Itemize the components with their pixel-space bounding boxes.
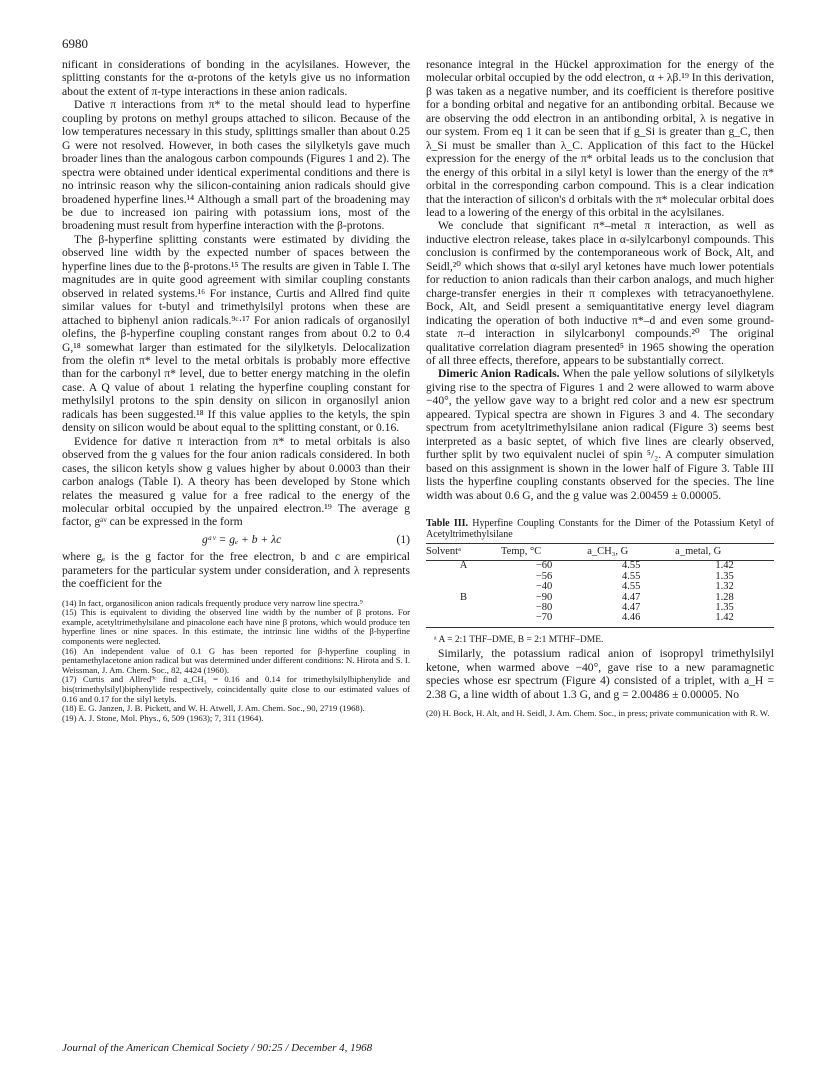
footnote: (20) H. Bock, H. Alt, and H. Seidl, J. Am. Chem. Soc., in press; private communication with R. W. — [426, 708, 770, 719]
right-column — [426, 58, 774, 719]
table-cell: B — [459, 591, 467, 603]
paragraph: Evidence for dative π interaction from π* to metal orbitals is also observed from the g values for the four anion radicals considered. In both cases, the silicon ketyls show g values higher by about 0.0003 than their carbon analogs (Table I). A theory has been developed by Stone which relates the measured g value for a free radical to the energy of the molecular orbital occupied by the unpaired electron.¹⁹ The average g factor, gᵃᵛ can be expressed in the form — [62, 434, 410, 529]
paragraph: Dative π interactions from π* to the metal should lead to hyperfine coupling by protons on methyl groups attached to silicon. Because of the low temperatures necessary in this study, splittings smaller than about 0.25 G were not resolved. However, in both cases the silylketyls gave much broader lines than the analogous carbon compounds (Figures 1 and 2). The spectra were obtained under identical experimental conditions and there is no intrinsic reason why the silicon-containing anion radicals should give broadened hyperfine lines.¹⁴ Although a small part of the broadening may be due to increased ion pairing with potassium ions, most of the broadening must result from hyperfine interaction with the β-protons. — [62, 98, 410, 233]
footnote: (17) Curtis and Allred⁹ᶜ find a_CH₃ = 0.16 and 0.14 for trimethylsilylbiphenylide and bis(trimethylsilyl)biphenylide respectively, coincidentally quite close to our estimated values of 0.16 and 0.17 for the silyl ketyls. — [62, 674, 410, 704]
table-iii — [426, 543, 774, 628]
table-cell — [426, 572, 501, 582]
table-caption — [426, 518, 774, 541]
table-cell: 4.47 — [622, 601, 641, 613]
column-header: a_metal, G — [675, 543, 774, 560]
journal-footer: Journal of the American Chemical Society / 90:25 / December 4, 1968 — [62, 1042, 373, 1054]
footnote: (16) An independent value of 0.1 G has been reported for β-hyperfine coupling in pentamethylacetone anion radical but was determined under different conditions: N. Hirota and S. I. Weissman, J. Am. Chem. Soc., 82, 4424 (1960). — [62, 645, 410, 675]
paragraph: nificant in considerations of bonding in the acylsilanes. However, the splitting constants for the α-protons of the ketyls give us no information about the extent of π-type interactions in these anion radicals. — [62, 58, 410, 98]
table-cell: 4.55 — [622, 581, 641, 593]
table-label: Table III. — [426, 517, 468, 529]
table-row — [426, 613, 774, 627]
equation: gᵃᵛ = gₑ + b + λc — [202, 532, 282, 546]
paragraph: where gₑ is the g factor for the free electron, b and c are empirical parameters for the particular system under consideration, and λ represents the coefficient for the — [62, 550, 410, 591]
paragraph — [426, 367, 774, 502]
table-cell: 4.55 — [622, 560, 641, 572]
table-cell: −56 — [535, 570, 553, 582]
table-cell: 4.55 — [622, 570, 641, 582]
paragraph: resonance integral in the Hückel approximation for the energy of the molecular orbital occupied by the odd electron, α + λβ.¹⁹ In this derivation, β was taken as a negative number, and its coefficient is therefore positive for a bonding orbital and negative for an antibonding orbital. Because we are observing the odd electron in an antibonding orbital, λ is negative in our system. From eq 1 it can be seen that if g_Si is greater than g_C, then λ_Si must be smaller than λ_C. Application of this fact to the Hückel expression for the energy of the π* orbital leads us to the conclusion that the energy of this orbital in a silyl ketyl is lower than the energy of the π* orbital in the corresponding carbon compound. This is a clear indication that the interaction of silicon's d orbitals with the π* molecular orbital does lead to a lowering of the energy of this orbital in the acylsilanes. — [426, 58, 774, 219]
table-cell: 1.35 — [715, 570, 734, 582]
table-cell: −40 — [535, 581, 553, 593]
table-cell — [426, 603, 501, 613]
column-header: Solventᵃ — [426, 543, 501, 560]
table-cell: 1.28 — [715, 591, 734, 603]
table-header-row — [426, 543, 774, 560]
equation-1 — [62, 529, 410, 550]
footnote: (14) In fact, organosilicon anion radicals frequently produce very narrow line spectra.⁹ — [62, 597, 363, 608]
section-heading: Dimeric Anion Radicals. — [438, 367, 560, 381]
table-cell: −60 — [535, 560, 553, 572]
column-header: Temp, °C — [501, 543, 587, 560]
table-cell: −80 — [535, 601, 553, 613]
column-header: a_CH₃, G — [587, 543, 675, 560]
paragraph: The β-hyperfine splitting constants were estimated by dividing the observed line width by the expected number of spaces between the hyperfine lines due to the β-protons.¹⁵ The results are given in Table I. The magnitudes are in quite good agreement with similar coupling constants observed in related systems.¹⁶ For instance, Curtis and Allred find quite similar values for t-butyl and trimethylsilyl protons when these are attached to biphenyl anion radicals.⁹ᶜ·¹⁷ For anion radicals of organosilyl olefins, the β-hyperfine coupling constant ranges from about 0.2 to 0.4 G,¹⁸ somewhat larger than estimated for the silylketyls. Delocalization from the olefin π* level to the metal orbitals is probably more effective than for the carbonyl π* level, due to better energy matching in the olefin case. A Q value of about 1 relating the hyperfine coupling constant for methylsilyl protons to the spin density on silicon in organosilyl anion radicals has been suggested.¹⁸ If this value applies to the ketyls, the spin density on silicon would be about equal to the splitting constant, or 0.16. — [62, 232, 410, 435]
footnote: (19) A. J. Stone, Mol. Phys., 6, 509 (1963); 7, 311 (1964). — [62, 712, 264, 723]
table-cell: 4.46 — [587, 613, 675, 627]
equation-number: (1) — [396, 532, 410, 546]
footnotes — [426, 709, 774, 719]
table-cell: A — [459, 560, 468, 572]
table-cell — [426, 613, 501, 627]
footnotes — [62, 599, 410, 724]
paragraph: We conclude that significant π*–metal π interaction, as well as inductive electron release, takes place in α-silylcarbonyl compounds. This conclusion is confirmed by the contemporaneous work of Bock, Alt, and Seidl,²⁰ which shows that α-silyl aryl ketones have much lower potentials for reduction to anion radicals than their carbon analogs, and much higher charge-transfer energies in their π complexes with tetracyanoethylene. Bock, Alt, and Seidl present a semiquantitative energy level diagram indicating the operation of both inductive π*–d and even some ground-state π–d interaction in silylcarbonyl compounds.²⁰ The original qualitative correlation diagram presented⁵ in 1965 showing the operation of all three effects, therefore, appears to be substantially correct. — [426, 219, 774, 367]
paragraph: Similarly, the potassium radical anion of isopropyl trimethylsilyl ketone, when warmed above −40°, gave rise to a new paramagnetic species whose esr spectrum (Figure 4) consisted of a triplet, with a_H = 2.38 G, a line width of about 1.3 G, and g = 2.00486 ± 0.00005. No — [426, 647, 774, 701]
table-cell: 1.42 — [675, 613, 774, 627]
page-number: 6980 — [62, 36, 88, 51]
table-cell: 1.32 — [715, 581, 734, 593]
table-footnote: ᵃ A = 2:1 THF–DME, B = 2:1 MTHF–DME. — [434, 634, 604, 645]
table-cell: −70 — [501, 613, 587, 627]
section-text: When the pale yellow solutions of silylketyls giving rise to the spectra of Figures 1 and 2 were allowed to warm above −40°, the yellow gave way to a bright red color and a new esr spectrum appeared. Typical spectra are shown in Figures 3 and 4. The secondary spectrum from acetyltrimethylsilane anion radical (Figure 3) seems best interpreted as a basic septet, of which five lines are clearly observed, further split by two equivalent nuclei of spin ⁵/₂. A computer simulation based on this assignment is shown in the lower half of Figure 3. Table III lists the hyperfine coupling constants observed for the species. The line width was about 0.6 G, and the g value was 2.00459 ± 0.00005. — [426, 367, 774, 502]
table-cell: 1.42 — [715, 560, 734, 572]
left-column — [62, 58, 410, 723]
table-cell: 4.47 — [622, 591, 641, 603]
footnote: (18) E. G. Janzen, J. B. Pickett, and W. H. Atwell, J. Am. Chem. Soc., 90, 2719 (1968). — [62, 703, 365, 714]
table-cell: −90 — [535, 591, 553, 603]
table-cell: 1.35 — [715, 601, 734, 613]
footnote: (15) This is equivalent to dividing the observed line width by the number of β protons. For example, acetyltrimethylsilane and pinacolone each have nine β protons, which would produce ten hyperfine lines or nine spaces. In this estimate, the intrinsic line widths of the β-hyperfine components were neglected. — [62, 607, 410, 647]
table-caption-text: Hyperfine Coupling Constants for the Dimer of the Potassium Ketyl of Acetyltrimethylsilane — [426, 517, 774, 541]
